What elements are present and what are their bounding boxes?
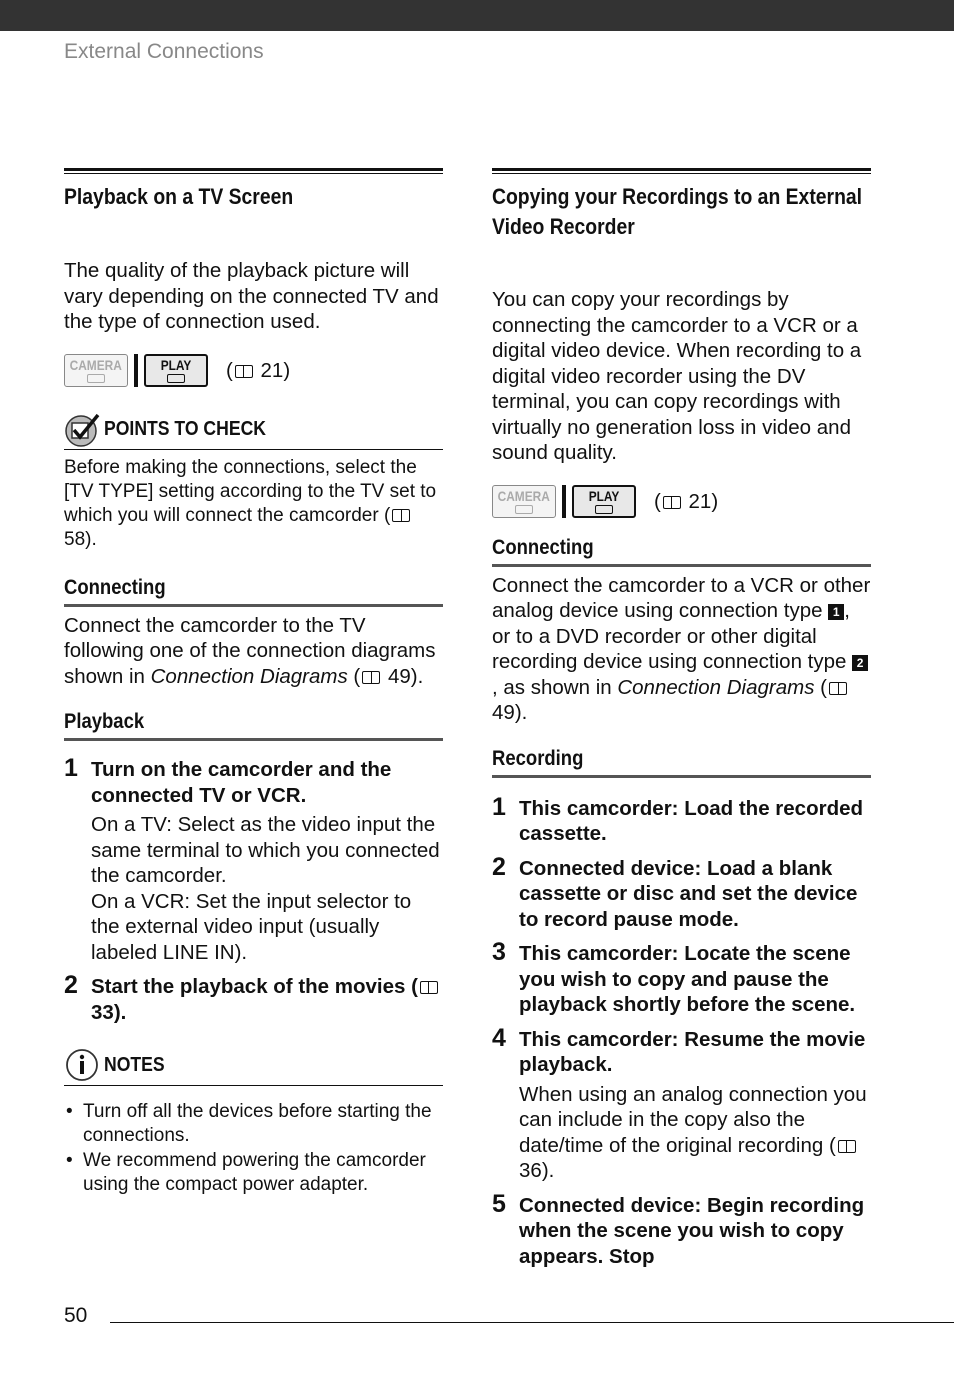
- book-icon: [392, 509, 410, 522]
- step-item: [492, 1023, 871, 1184]
- step-title: This camcorder: Load the recorded cassette.: [519, 796, 864, 845]
- top-bar: [0, 0, 954, 31]
- step-number: 1: [492, 792, 506, 821]
- step-title: This camcorder: Locate the scene you wish to copy and pause the playback shortly before the scene.: [519, 942, 856, 1016]
- section-title-line1: Copying your Recordings to an External: [492, 184, 863, 209]
- heading-rule: [64, 604, 443, 607]
- step-title: Start the playback of the movies ( 33).: [91, 974, 443, 1025]
- list-item: • We recommend powering the camcorder using the compact power adapter.: [64, 1149, 443, 1198]
- connection-type-1-badge: 1: [828, 604, 844, 620]
- page-reference: ( 21): [654, 489, 719, 513]
- right-column: [492, 168, 871, 1269]
- connection-type-2-badge: 2: [852, 655, 868, 671]
- step-title: Connected device: Load a blank cassette or disc and set the device to record pause mode.: [519, 856, 858, 931]
- step-title: Turn on the camcorder and the connected TV or VCR.: [91, 758, 392, 807]
- camera-mode-icon: CAMERA: [64, 354, 128, 387]
- heading-rule: [64, 738, 443, 741]
- step-description: On a TV: Select as the video input the same terminal to which you connected the camcorder.: [91, 813, 440, 888]
- step-number: 4: [492, 1023, 506, 1052]
- checkmark-icon: [64, 413, 102, 447]
- play-mode-icon: PLAY: [144, 354, 208, 387]
- mode-indicator: [64, 351, 443, 391]
- notes-header: NOTES: [64, 1047, 443, 1086]
- connecting-heading: Connecting: [492, 535, 594, 559]
- book-icon: [420, 981, 438, 994]
- step-description: On a VCR: Set the input selector to the external video input (usually labeled LINE IN).: [91, 889, 412, 964]
- step-number: 2: [64, 971, 78, 1000]
- book-icon: [838, 1140, 856, 1153]
- connecting-heading: Connecting: [64, 575, 166, 599]
- mode-separator: [134, 354, 138, 387]
- recording-heading: Recording: [492, 746, 584, 770]
- info-icon: [64, 1047, 102, 1083]
- mode-separator: [562, 485, 566, 518]
- step-title: This camcorder: Resume the movie playback.: [519, 1027, 866, 1076]
- camera-mode-icon: CAMERA: [492, 485, 556, 518]
- step-item: [492, 1189, 871, 1270]
- connecting-text: Connect the camcorder to a VCR or other analog device using connection type 1 , or to a DVD recorder or other digital recording device using connection type 2, as shown in Connection Diagrams ( 49).: [492, 573, 871, 724]
- heading-rule: [492, 775, 871, 778]
- step-number: 3: [492, 938, 506, 966]
- page-number: 50: [64, 1304, 88, 1327]
- step-title: Connected device: Begin recording when the scene you wish to copy appears. Stop: [519, 1193, 865, 1268]
- playback-heading: Playback: [64, 710, 145, 734]
- mode-indicator: [492, 482, 871, 522]
- points-to-check-header: POINTS TO CHECK: [64, 413, 443, 450]
- title-rule: [492, 168, 871, 174]
- step-number: 2: [492, 852, 506, 881]
- title-rule: [64, 168, 443, 174]
- list-item: • Turn off all the devices before starting the connections.: [64, 1100, 443, 1149]
- play-mode-icon: PLAY: [572, 485, 636, 518]
- section-title-line2: Video Recorder: [492, 214, 635, 239]
- step-number: 5: [492, 1189, 506, 1218]
- step-number: 1: [64, 754, 78, 783]
- step-item: [492, 792, 871, 847]
- book-icon: [829, 682, 847, 695]
- points-to-check-text: Before making the connections, select the [TV TYPE] setting according to the TV set to which you will connect the camcorder ( 58).: [64, 456, 437, 551]
- book-icon: [663, 496, 681, 509]
- step-item: [492, 852, 871, 933]
- step-item: [64, 971, 443, 1025]
- footer-rule: [110, 1322, 954, 1323]
- book-icon: [362, 671, 380, 684]
- page-reference: ( 21): [226, 358, 291, 382]
- left-column: [64, 168, 443, 1197]
- section-title: Playback on a TV Screen: [64, 184, 294, 209]
- heading-rule: [492, 564, 871, 567]
- step-description: When using an analog connection you can include in the copy also the date/time of the original recording ( 36).: [519, 1082, 867, 1182]
- connecting-text: Connect the camcorder to the TV following one of the connection diagrams shown in Connection Diagrams ( 49).: [64, 613, 436, 688]
- notes-list: [64, 1100, 443, 1197]
- book-icon: [235, 365, 253, 378]
- section-label: External Connections: [64, 40, 264, 63]
- intro-text: You can copy your recordings by connecting the camcorder to a VCR or a digital video device. When recording to a digital video recorder using the DV terminal, you can copy recordings with virtually no generation loss in video and sound quality.: [492, 288, 862, 464]
- intro-text: The quality of the playback picture will vary depending on the connected TV and the type of connection used.: [64, 259, 439, 333]
- step-item: [64, 754, 443, 965]
- step-item: [492, 938, 871, 1018]
